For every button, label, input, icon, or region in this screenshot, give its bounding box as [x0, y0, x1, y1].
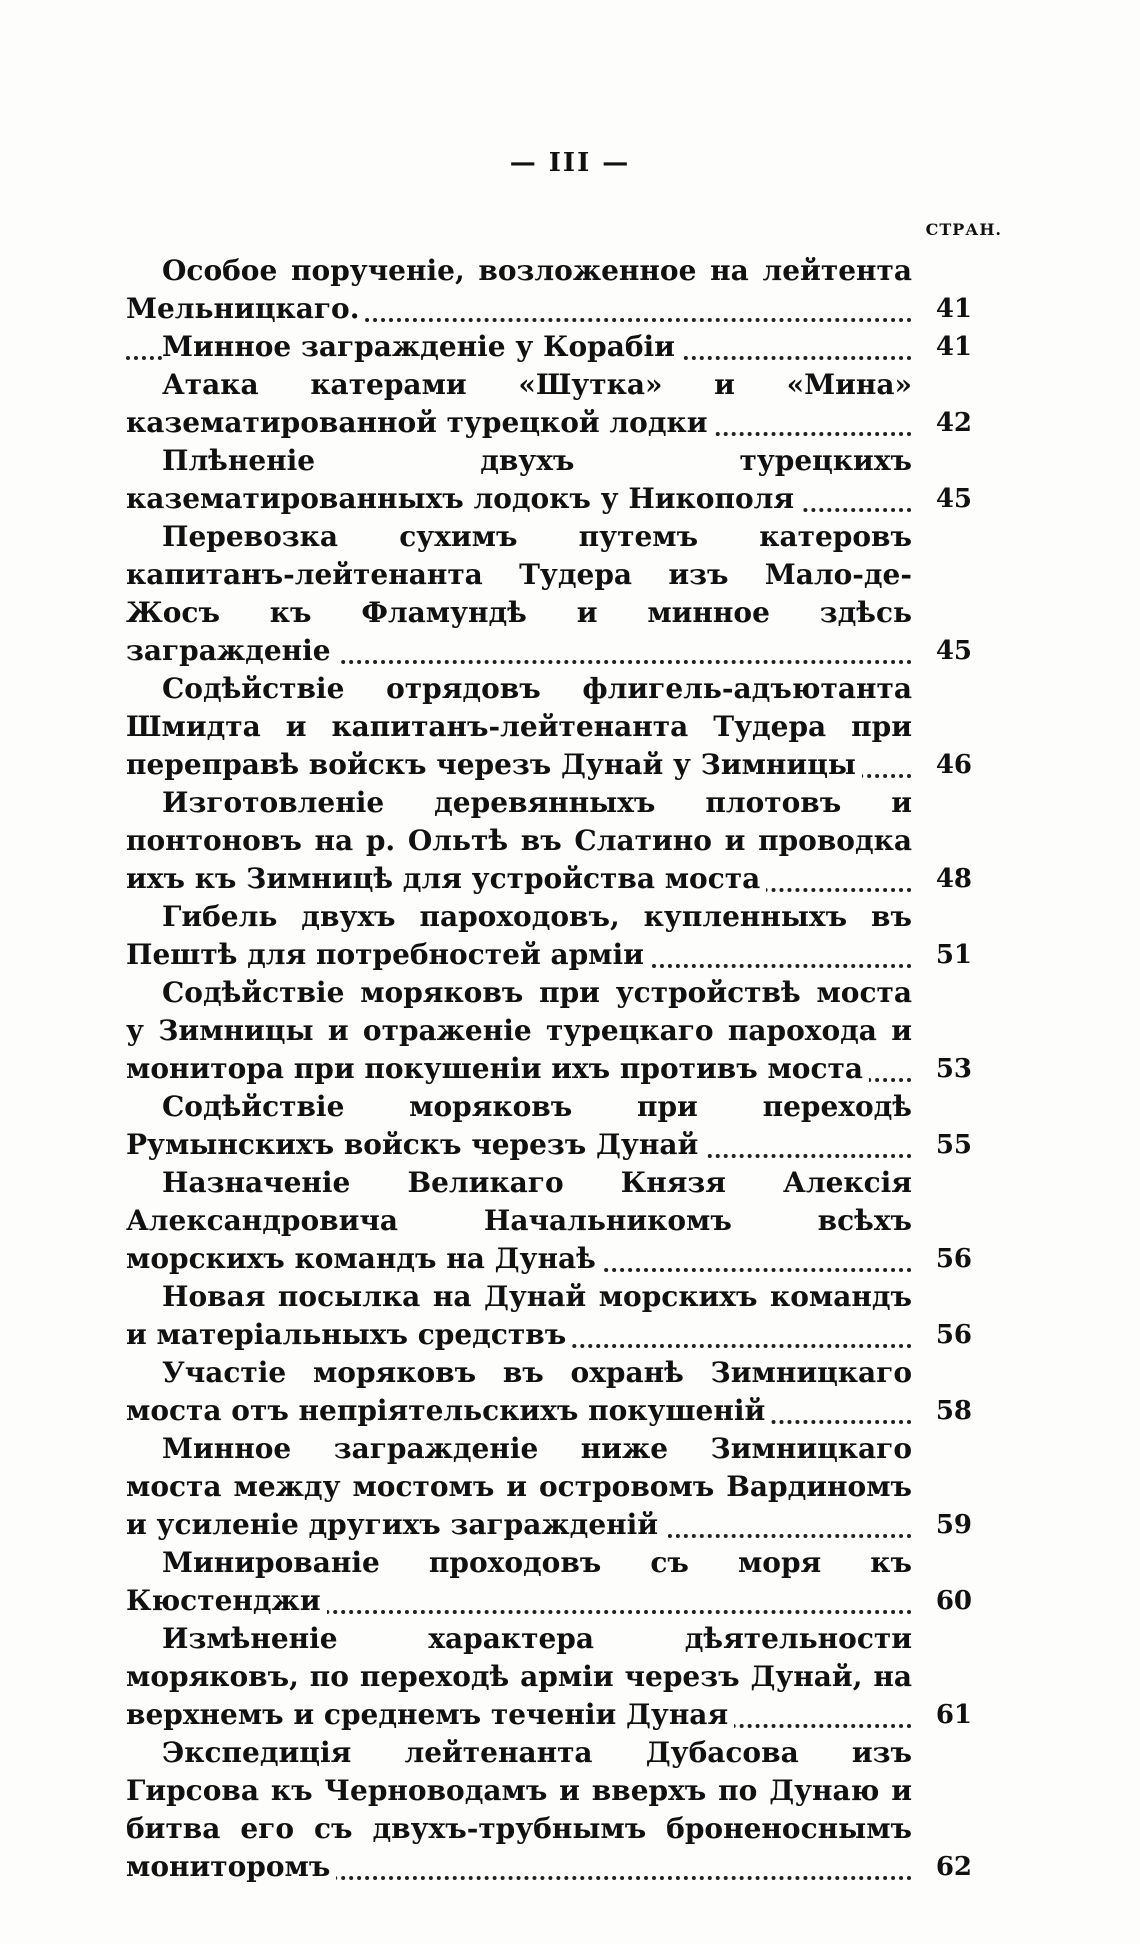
- toc-entry: [126, 1544, 1006, 1620]
- toc-entry: [126, 1278, 1006, 1354]
- toc-entry: [126, 366, 1006, 442]
- toc-entry-text: Содѣйствіе отрядовъ флигель-адъютанта Шмидта и капитанъ-лейтенанта Тудера при переправѣ войскъ черезъ Дунай у Зимницы: [126, 672, 912, 781]
- toc-entry-page: 58: [935, 1396, 972, 1426]
- toc-entry: [126, 442, 1006, 518]
- toc-entry-text: Минное загражденіе ниже Зимницкаго моста между мостомъ и островомъ Вардиномъ и усиленіе другихъ загражденій: [126, 1432, 912, 1541]
- toc-entry: [126, 518, 1006, 670]
- toc-entry: [126, 1734, 1006, 1886]
- toc-entry-page: 60: [935, 1586, 972, 1616]
- toc-entry: [126, 1164, 1006, 1278]
- toc-entry-page: 61: [935, 1700, 972, 1730]
- toc-entry-text: Содѣйствіе моряковъ при переходѣ Румынскихъ войскъ черезъ Дунай: [126, 1090, 912, 1161]
- toc-entry: [126, 784, 1006, 898]
- toc-entry: [126, 974, 1006, 1088]
- toc-entry-page: 41: [935, 294, 972, 324]
- toc-entry-text: Атака катерами «Шутка» и «Мина» казематированной турецкой лодки: [126, 368, 912, 439]
- toc-entry-page: 46: [935, 750, 972, 780]
- toc-entry: [126, 670, 1006, 784]
- toc-entry-page: 62: [935, 1852, 972, 1882]
- toc-entry-text: Гибель двухъ пароходовъ, купленныхъ въ Пештѣ для потребностей арміи: [126, 900, 912, 971]
- toc-entry-page: 48: [935, 864, 972, 894]
- toc-entry-text: Минированіе проходовъ съ моря къ Кюстенджи: [126, 1546, 912, 1617]
- toc-entry-page: 56: [935, 1320, 972, 1350]
- toc-entry-text: Назначеніе Великаго Князя Алексія Александровича Начальникомъ всѣхъ морскихъ командъ на Дунаѣ: [126, 1166, 912, 1275]
- toc-entry-text: Минное загражденіе у Корабіи: [162, 330, 681, 363]
- toc-entry-page: 45: [935, 636, 972, 666]
- toc-entry-page: 45: [935, 484, 972, 514]
- toc-entry: [126, 1088, 1006, 1164]
- toc-entry: [126, 1354, 1006, 1430]
- toc-entry: [126, 1620, 1006, 1734]
- toc-entry-text: Перевозка сухимъ путемъ катеровъ капитанъ-лейтенанта Тудера изъ Мало-де-Жосъ къ Фламундѣ и минное здѣсь загражденіе: [126, 520, 912, 667]
- toc-entry-text: Изготовленіе деревянныхъ плотовъ и понтоновъ на р. Ольтѣ въ Слатино и проводка ихъ къ Зимницѣ для устройства моста: [126, 786, 912, 895]
- toc-entry-page: 42: [935, 408, 972, 438]
- toc-entry-page: 51: [935, 940, 972, 970]
- toc-entry: [126, 898, 1006, 974]
- toc-entry: [126, 252, 1006, 328]
- toc-entry-text: Экспедиція лейтенанта Дубасова изъ Гирсова къ Черноводамъ и вверхъ по Дунаю и битва его съ двухъ-трубнымъ броненоснымъ мониторомъ: [126, 1736, 912, 1883]
- toc-entry-text: Участіе моряковъ въ охранѣ Зимницкаго моста отъ непріятельскихъ покушеній: [126, 1356, 912, 1427]
- toc-entry: [126, 1430, 1006, 1544]
- toc-entry-text: Плѣненіе двухъ турецкихъ казематированныхъ лодокъ у Никополя: [126, 444, 912, 515]
- toc-entry-page: 56: [935, 1244, 972, 1274]
- page-column-label: СТРАН.: [925, 220, 1002, 239]
- table-of-contents: [126, 252, 1006, 1886]
- toc-entry-text: Особое порученіе, возложенное на лейтента Мельницкаго.: [126, 254, 912, 325]
- toc-entry-page: 41: [935, 332, 972, 362]
- toc-entry-page: 53: [935, 1054, 972, 1084]
- toc-entry-text: Измѣненіе характера дѣятельности моряковъ, по переходѣ арміи черезъ Дунай, на верхнемъ и среднемъ теченіи Дуная: [126, 1622, 912, 1731]
- page-number-header: — III —: [509, 148, 631, 178]
- toc-entry-page: 59: [935, 1510, 972, 1540]
- toc-entry: [126, 328, 1006, 366]
- toc-entry-page: 55: [935, 1130, 972, 1160]
- toc-entry-text: Новая посылка на Дунай морскихъ командъ и матеріальныхъ средствъ: [126, 1280, 912, 1351]
- toc-entry-text: Содѣйствіе моряковъ при устройствѣ моста у Зимницы и отраженіе турецкаго парохода и монитора при покушеніи ихъ противъ моста: [126, 976, 912, 1085]
